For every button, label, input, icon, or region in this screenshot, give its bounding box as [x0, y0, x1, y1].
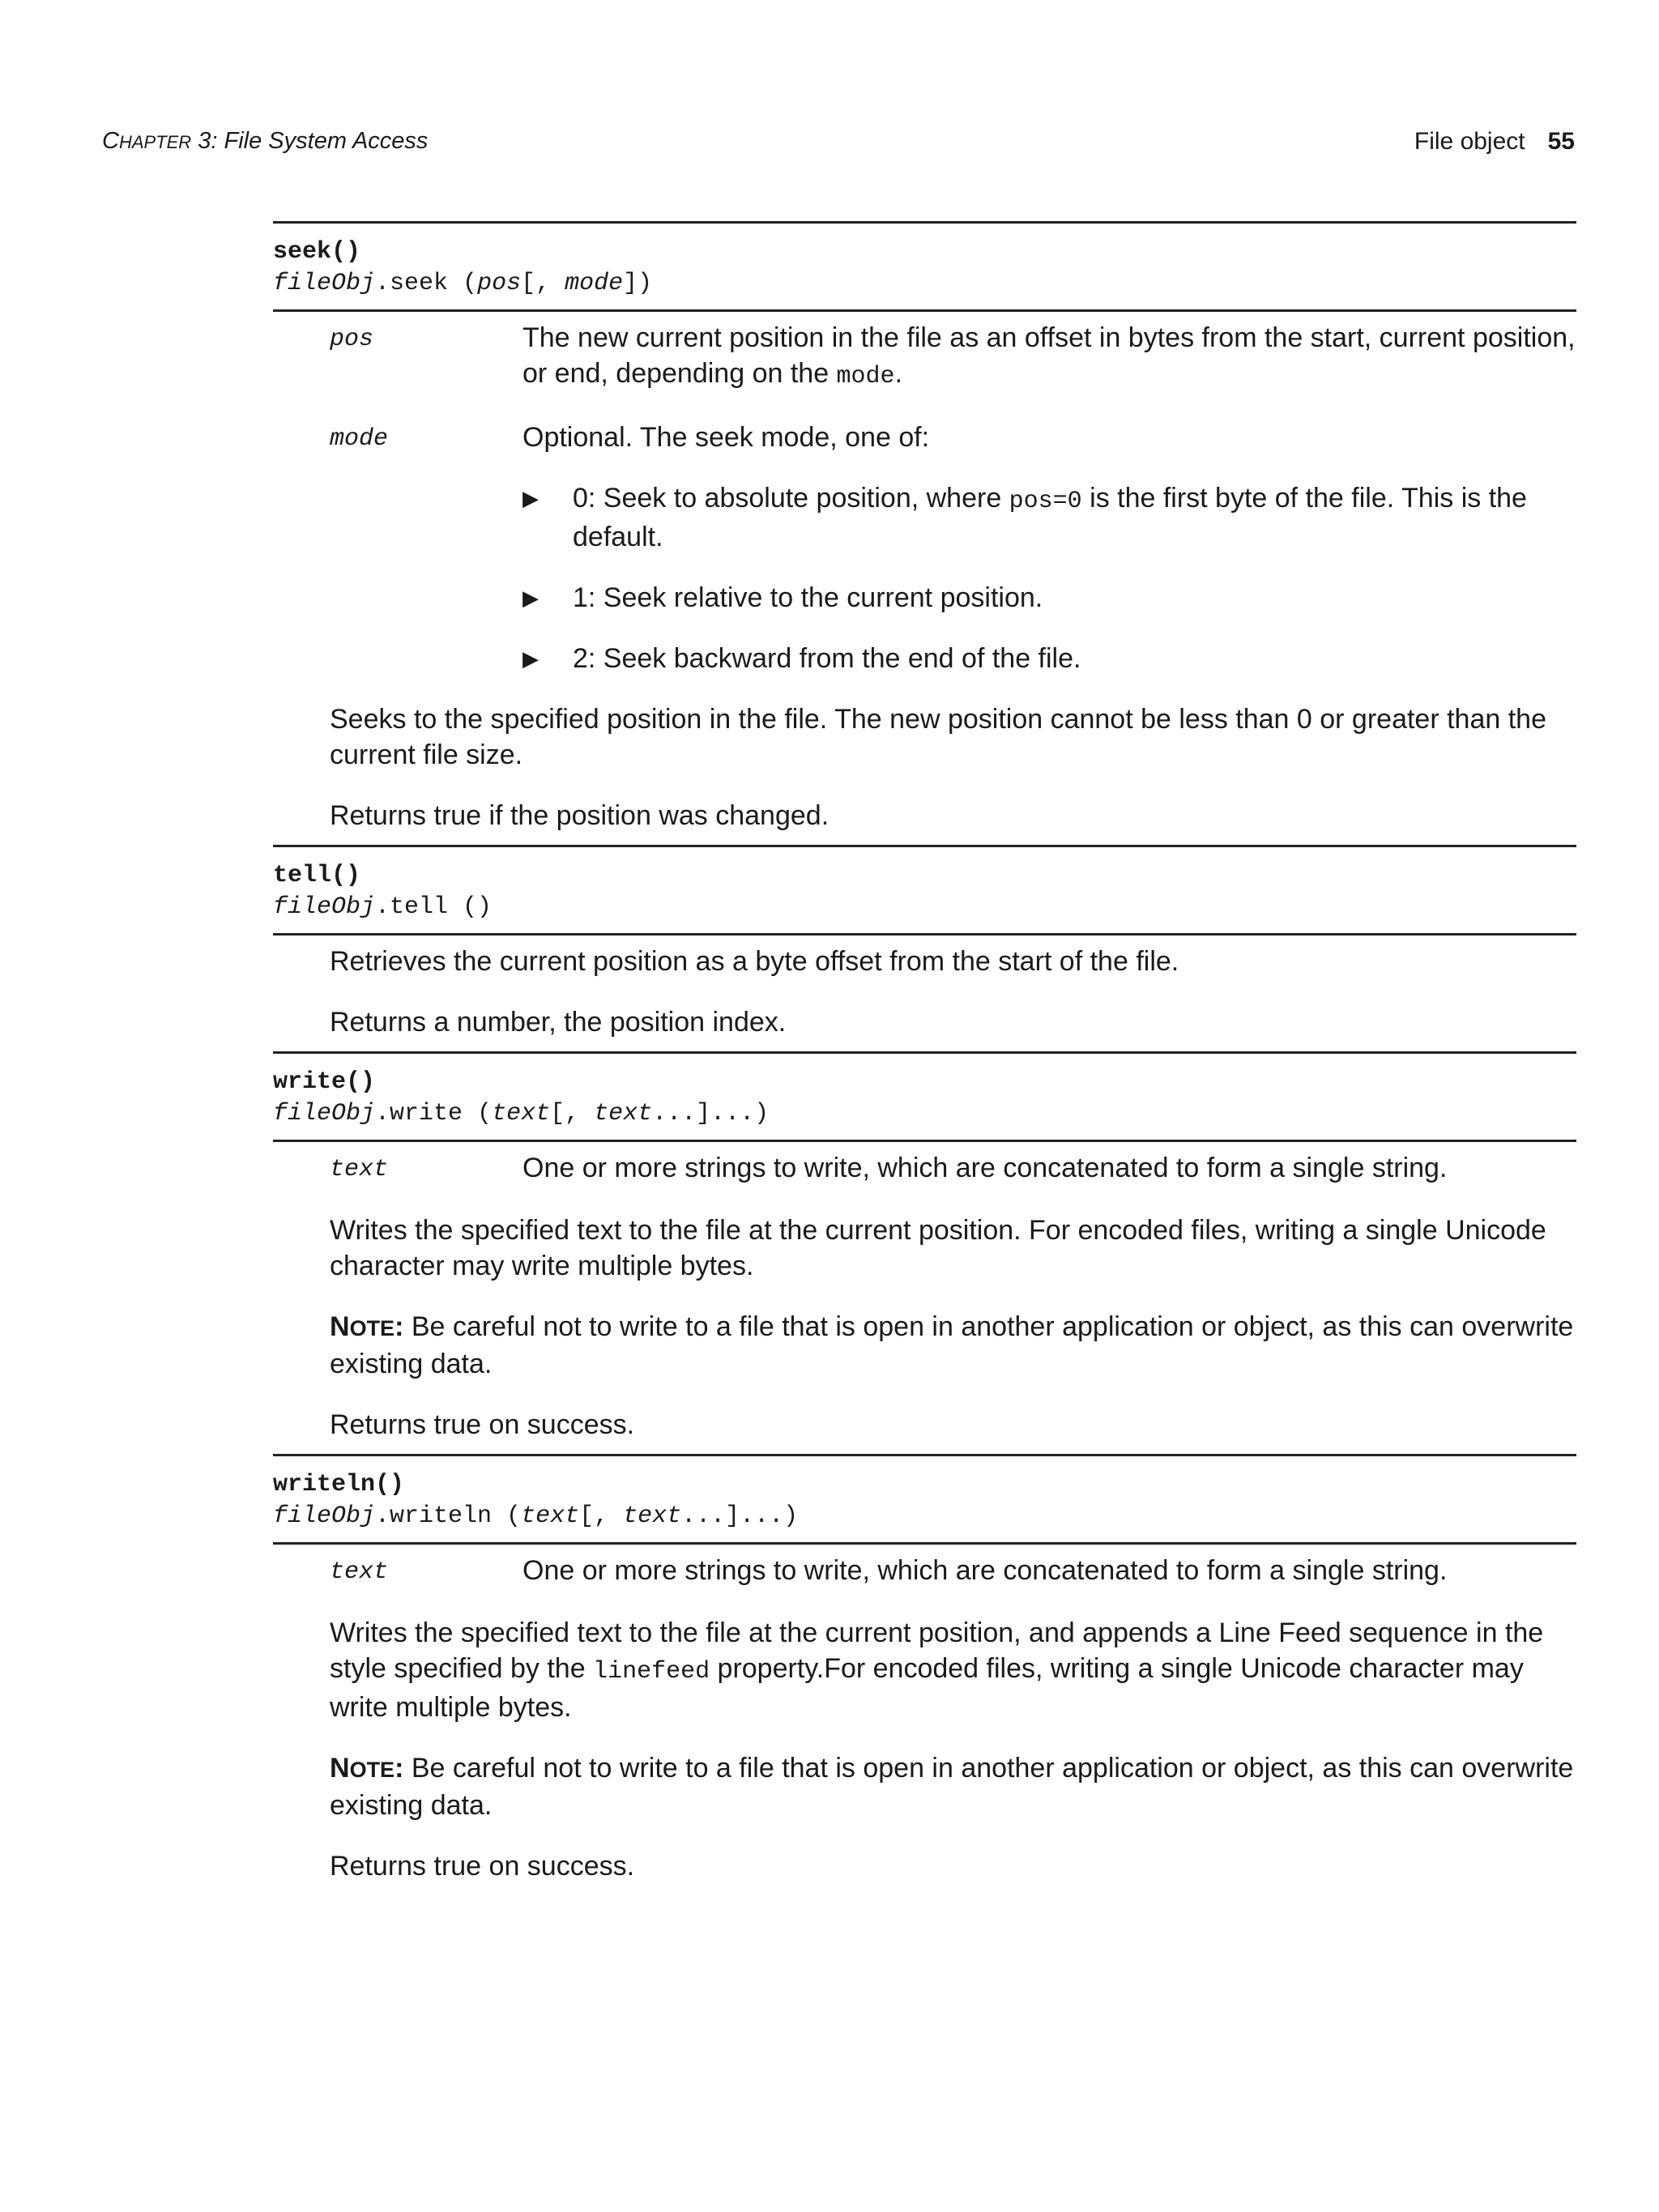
writeln-method-name: writeln() [273, 1471, 405, 1498]
header-right [1414, 128, 1575, 156]
sig-method: .writeln ( [375, 1502, 522, 1530]
param-desc [522, 320, 1576, 394]
chapter-cap: C [102, 128, 119, 154]
note-smallcaps: OTE [349, 1758, 395, 1782]
sig-method: .tell () [375, 893, 493, 921]
chapter-smallcaps: HAPTER [118, 132, 192, 152]
seek-returns: Returns true if the position was changed. [330, 800, 830, 831]
param-name: text [330, 1558, 389, 1586]
note-colon: : [394, 1753, 404, 1784]
page-content [273, 221, 1576, 1895]
option-text-end: is the first byte of the file. This is the default. [573, 483, 1527, 552]
param-row-mode [330, 420, 1576, 676]
write-entry-body [273, 1142, 1576, 1454]
mode-options-list [522, 480, 1576, 676]
sig-param-2: text [623, 1502, 682, 1530]
inline-code: linefeed [593, 1658, 710, 1686]
param-row-pos [330, 320, 1576, 394]
list-item [522, 580, 1576, 616]
sig-object: fileObj [273, 270, 376, 297]
sig-sep: [, [521, 270, 565, 297]
seek-method-name: seek() [273, 238, 361, 266]
param-row-text [330, 1553, 1576, 1590]
sig-object: fileObj [273, 893, 376, 921]
writeln-entry-body [273, 1545, 1576, 1895]
param-desc-text: Optional. The seek mode, one of: [522, 422, 930, 453]
writeln-signature [273, 1500, 1576, 1532]
param-desc: One or more strings to write, which are concatenated to form a single string. [522, 1555, 1448, 1586]
tell-signature [273, 891, 1576, 923]
page-header [102, 128, 1575, 160]
chapter-title [102, 128, 428, 155]
tell-entry-body [273, 936, 1576, 1051]
write-description: Writes the specified text to the file at the current position. For encoded files, writing a single Unicode character may write multiple bytes. [330, 1215, 1546, 1281]
triangle-right-icon: ▶ [522, 486, 539, 510]
sig-end: ...]...) [681, 1502, 799, 1530]
writeln-note [330, 1750, 1576, 1823]
param-desc [522, 420, 1576, 676]
sig-end: ]) [623, 270, 653, 297]
write-note [330, 1309, 1576, 1382]
option-text: 0: Seek to absolute position, where [573, 483, 1009, 514]
sig-method: .seek ( [375, 270, 478, 297]
seek-description: Seeks to the specified position in the file. The new position cannot be less than 0 or greater than the current file size. [330, 704, 1546, 770]
param-desc: One or more strings to write, which are concatenated to form a single string. [522, 1153, 1448, 1183]
seek-signature [273, 267, 1576, 300]
sig-param-2: text [594, 1100, 653, 1127]
sig-param-1: pos [477, 270, 522, 297]
param-name: pos [330, 326, 374, 353]
tell-description: Retrieves the current position as a byte offset from the start of the file. [330, 946, 1179, 977]
sig-param-2: mode [565, 270, 624, 297]
option-text: 2: Seek backward from the end of the file. [573, 643, 1081, 674]
param-desc-text: The new current position in the file as an offset in bytes from the start, current position, or end, depending on the [522, 322, 1576, 389]
sig-end: ...]...) [652, 1100, 770, 1127]
write-signature [273, 1097, 1576, 1130]
sig-object: fileObj [273, 1100, 376, 1127]
write-entry-header [273, 1051, 1576, 1142]
write-returns: Returns true on success. [330, 1409, 635, 1440]
write-method-name: write() [273, 1068, 376, 1096]
note-text: Be careful not to write to a file that is open in another application or object, as this can overwrite existing data. [330, 1311, 1574, 1379]
option-text: 1: Seek relative to the current position. [573, 582, 1043, 613]
inline-code: pos=0 [1009, 488, 1082, 515]
chapter-suffix: 3: File System Access [191, 128, 429, 154]
note-text: Be careful not to write to a file that is open in another application or object, as this can overwrite existing data. [330, 1753, 1574, 1821]
sig-object: fileObj [273, 1502, 376, 1530]
note-colon: : [394, 1311, 404, 1342]
inline-code: mode [836, 363, 895, 390]
list-item [522, 641, 1576, 676]
param-name: mode [330, 425, 389, 453]
tell-entry-header [273, 845, 1576, 936]
param-desc-end: . [894, 358, 903, 389]
page-number: 55 [1547, 128, 1575, 155]
sig-param-1: text [521, 1502, 580, 1530]
sig-param-1: text [492, 1100, 551, 1127]
sig-sep: [, [550, 1100, 595, 1127]
seek-entry-body [273, 312, 1576, 845]
desc-text: Writes the specified text to the file at the current position, and appends a Line Feed sequence in the style specified by the [330, 1617, 1544, 1684]
param-name: text [330, 1156, 389, 1183]
note-cap: N [330, 1311, 350, 1342]
list-item [522, 480, 1576, 555]
note-label [330, 1311, 403, 1342]
writeln-description [330, 1615, 1576, 1725]
tell-returns: Returns a number, the position index. [330, 1007, 787, 1038]
triangle-right-icon: ▶ [522, 646, 539, 671]
triangle-right-icon: ▶ [522, 586, 539, 610]
sig-method: .write ( [375, 1100, 493, 1127]
writeln-returns: Returns true on success. [330, 1851, 635, 1882]
tell-method-name: tell() [273, 862, 361, 889]
seek-entry-header [273, 221, 1576, 312]
note-cap: N [330, 1753, 350, 1784]
section-title: File object [1414, 128, 1525, 155]
note-smallcaps: OTE [349, 1316, 395, 1340]
desc-text-end: property.For encoded files, writing a single Unicode character may write multiple bytes. [330, 1653, 1524, 1723]
writeln-entry-header [273, 1454, 1576, 1545]
sig-sep: [, [579, 1502, 624, 1530]
note-label [330, 1753, 403, 1784]
param-row-text [330, 1150, 1576, 1187]
